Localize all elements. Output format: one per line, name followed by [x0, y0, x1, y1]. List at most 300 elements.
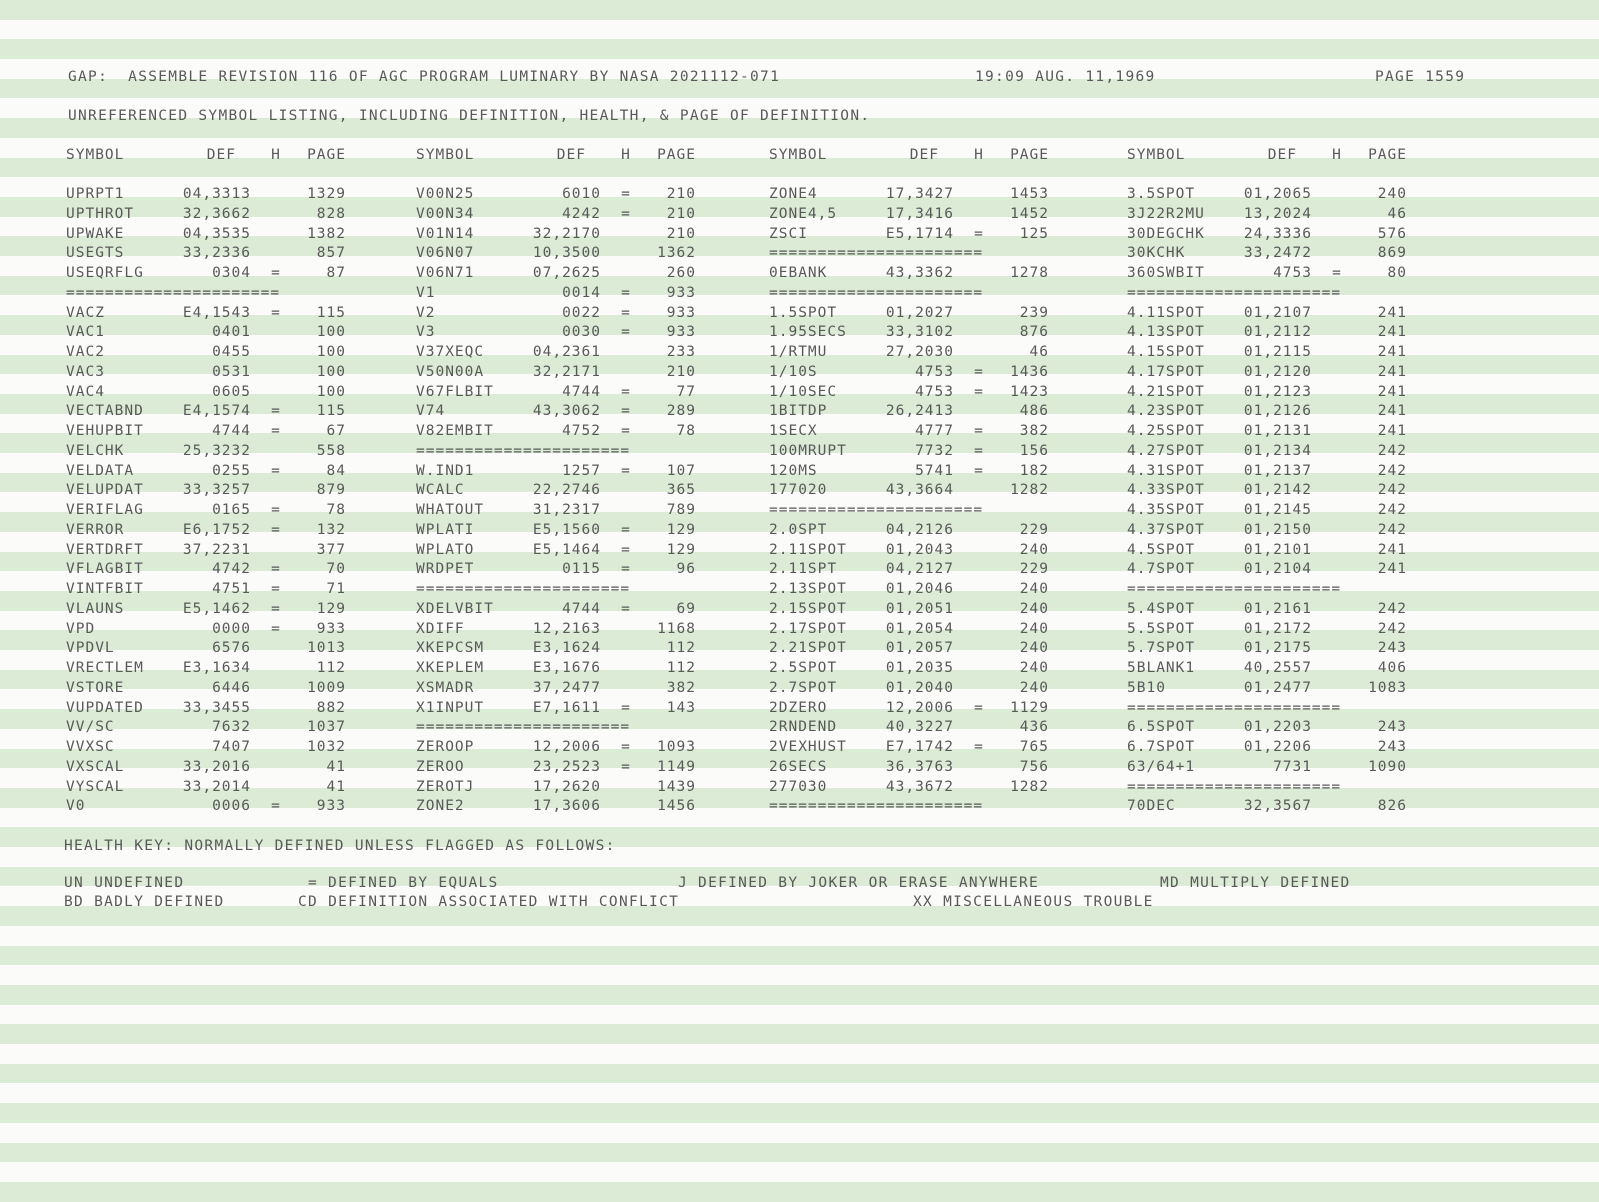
header-health: H: [1332, 147, 1342, 163]
symbol-definition: 43,3062: [532, 403, 601, 420]
symbol-definition: E3,1634: [182, 660, 251, 676]
symbol-definition: 17,3427: [885, 186, 954, 202]
symbol-definition: 01,2112: [1243, 324, 1312, 341]
group-separator: ======================: [416, 719, 631, 736]
symbol-definition: E3,1676: [532, 660, 601, 676]
symbol-name: ZEROTJ: [416, 778, 475, 795]
symbol-definition: 4753: [1273, 265, 1312, 281]
symbol-page: 1083: [1368, 679, 1407, 696]
symbol-health: =: [974, 383, 984, 400]
greenbar-band: [0, 20, 1599, 40]
symbol-health: =: [621, 383, 631, 400]
symbol-name: 26SECS: [769, 758, 828, 775]
symbol-name: 1/10SEC: [769, 383, 838, 400]
symbol-page: 240: [1019, 640, 1049, 657]
symbol-page: 933: [666, 284, 696, 301]
symbol-health: =: [271, 561, 281, 578]
symbol-page: 129: [666, 521, 696, 538]
symbol-name: 4.7SPOT: [1127, 561, 1196, 578]
symbol-definition: 33,2472: [1243, 245, 1312, 262]
symbol-definition: 4753: [915, 383, 954, 400]
symbol-name: 177020: [769, 482, 828, 499]
symbol-name: 360SWBIT: [1127, 265, 1205, 281]
symbol-name: VERTDRFT: [66, 541, 144, 558]
symbol-health: =: [621, 541, 631, 558]
symbol-page: 46: [1387, 205, 1407, 222]
symbol-page: 107: [666, 462, 696, 479]
symbol-definition: 43,3664: [885, 482, 954, 499]
symbol-name: 4.21SPOT: [1127, 383, 1205, 400]
symbol-definition: 0531: [212, 363, 251, 380]
symbol-definition: 17,3416: [885, 205, 954, 222]
greenbar-band: [0, 1143, 1599, 1163]
symbol-health: =: [271, 502, 281, 518]
header-health: H: [271, 147, 281, 163]
greenbar-band: [0, 946, 1599, 966]
symbol-name: ZONE4: [769, 186, 818, 202]
symbol-definition: 6446: [212, 679, 251, 696]
symbol-definition: 01,2161: [1243, 600, 1312, 617]
symbol-name: VLAUNS: [66, 600, 125, 617]
symbol-page: 765: [1019, 739, 1049, 755]
symbol-name: 4.5SPOT: [1127, 541, 1196, 558]
symbol-definition: 33,3257: [182, 482, 251, 499]
symbol-definition: 36,3763: [885, 758, 954, 775]
symbol-name: VAC3: [66, 363, 105, 380]
symbol-name: 5.5SPOT: [1127, 620, 1196, 637]
symbol-health: =: [621, 423, 631, 439]
symbol-definition: E6,1752: [182, 521, 251, 538]
symbol-name: 1/10S: [769, 363, 818, 380]
symbol-name: VUPDATED: [66, 699, 144, 716]
symbol-page: 229: [1019, 521, 1049, 538]
symbol-name: 30KCHK: [1127, 245, 1186, 262]
symbol-health: =: [621, 739, 631, 755]
symbol-page: 210: [666, 225, 696, 242]
health-key-joker: J DEFINED BY JOKER OR ERASE ANYWHERE: [678, 875, 1040, 891]
symbol-page: 96: [676, 561, 696, 578]
header-def: DEF: [909, 147, 939, 163]
header-def: DEF: [1267, 147, 1297, 163]
group-separator: ======================: [769, 798, 984, 815]
group-separator: ======================: [1127, 581, 1342, 597]
symbol-name: V1: [416, 284, 436, 301]
symbol-name: VECTABND: [66, 403, 144, 420]
symbol-definition: 04,3313: [182, 186, 251, 202]
symbol-health: =: [271, 798, 281, 815]
symbol-name: 2DZERO: [769, 699, 828, 716]
symbol-definition: E7,1611: [532, 699, 601, 716]
symbol-definition: 37,2231: [182, 541, 251, 558]
symbol-name: VACZ: [66, 304, 105, 321]
symbol-name: 4.35SPOT: [1127, 502, 1205, 518]
symbol-definition: 4242: [562, 205, 601, 222]
greenbar-band: [0, 965, 1599, 985]
symbol-name: 6.5SPOT: [1127, 719, 1196, 736]
group-separator: ======================: [769, 502, 984, 518]
symbol-name: VV/SC: [66, 719, 115, 736]
symbol-name: V01N14: [416, 225, 475, 242]
symbol-definition: 4742: [212, 561, 251, 578]
symbol-name: 1/RTMU: [769, 344, 828, 360]
symbol-page: 1423: [1010, 383, 1049, 400]
symbol-definition: 01,2101: [1243, 541, 1312, 558]
symbol-name: 5BLANK1: [1127, 660, 1196, 676]
symbol-definition: 0455: [212, 344, 251, 360]
symbol-name: ZEROOP: [416, 739, 475, 755]
symbol-page: 46: [1029, 344, 1049, 360]
symbol-definition: 7732: [915, 442, 954, 459]
symbol-name: 2.7SPOT: [769, 679, 838, 696]
symbol-name: VPD: [66, 620, 96, 637]
greenbar-band: [0, 985, 1599, 1005]
symbol-page: 1382: [307, 225, 346, 242]
symbol-health: =: [271, 600, 281, 617]
symbol-health: =: [621, 205, 631, 222]
header-def: DEF: [556, 147, 586, 163]
symbol-page: 1129: [1010, 699, 1049, 716]
symbol-health: =: [621, 561, 631, 578]
symbol-page: 242: [1377, 502, 1407, 518]
symbol-page: 1439: [657, 778, 696, 795]
symbol-name: V74: [416, 403, 446, 420]
symbol-page: 84: [326, 462, 346, 479]
symbol-page: 210: [666, 205, 696, 222]
symbol-definition: 01,2137: [1243, 462, 1312, 479]
health-key-conflict: CD DEFINITION ASSOCIATED WITH CONFLICT: [298, 894, 680, 910]
symbol-name: 4.23SPOT: [1127, 403, 1205, 420]
symbol-page: 289: [666, 403, 696, 420]
symbol-name: ZSCI: [769, 225, 808, 242]
symbol-page: 182: [1019, 462, 1049, 479]
symbol-page: 125: [1019, 225, 1049, 242]
symbol-name: V0: [66, 798, 86, 815]
symbol-health: =: [621, 304, 631, 321]
symbol-definition: 04,2127: [885, 561, 954, 578]
symbol-name: VPDVL: [66, 640, 115, 657]
symbol-definition: 4753: [915, 363, 954, 380]
symbol-definition: 01,2115: [1243, 344, 1312, 360]
symbol-health: =: [974, 462, 984, 479]
symbol-definition: E3,1624: [532, 640, 601, 657]
symbol-page: 406: [1377, 660, 1407, 676]
symbol-definition: 0006: [212, 798, 251, 815]
symbol-page: 241: [1377, 344, 1407, 360]
greenbar-band: [0, 1044, 1599, 1064]
symbol-definition: 0000: [212, 620, 251, 637]
symbol-page: 210: [666, 186, 696, 202]
header-page: PAGE: [307, 147, 346, 163]
symbol-page: 260: [666, 265, 696, 281]
group-separator: ======================: [1127, 778, 1342, 795]
symbol-page: 78: [326, 502, 346, 518]
symbol-page: 1362: [657, 245, 696, 262]
symbol-name: VEHUPBIT: [66, 423, 144, 439]
symbol-page: 869: [1377, 245, 1407, 262]
symbol-page: 210: [666, 363, 696, 380]
health-key-misc: XX MISCELLANEOUS TROUBLE: [913, 894, 1154, 910]
symbol-page: 1436: [1010, 363, 1049, 380]
symbol-page: 100: [316, 344, 346, 360]
symbol-definition: 13,2024: [1243, 205, 1312, 222]
symbol-name: 2.13SPOT: [769, 581, 847, 597]
symbol-definition: 01,2043: [885, 541, 954, 558]
symbol-page: 826: [1377, 798, 1407, 815]
symbol-name: V00N25: [416, 186, 475, 202]
symbol-definition: 40,3227: [885, 719, 954, 736]
symbol-page: 857: [316, 245, 346, 262]
symbol-name: 2.21SPOT: [769, 640, 847, 657]
symbol-page: 100: [316, 324, 346, 341]
header-health: H: [621, 147, 631, 163]
symbol-name: VAC2: [66, 344, 105, 360]
symbol-definition: 33,2336: [182, 245, 251, 262]
symbol-definition: 01,2051: [885, 600, 954, 617]
symbol-name: 4.27SPOT: [1127, 442, 1205, 459]
symbol-name: XKEPLEM: [416, 660, 485, 676]
symbol-definition: 01,2046: [885, 581, 954, 597]
greenbar-band: [0, 926, 1599, 946]
symbol-definition: 01,2054: [885, 620, 954, 637]
symbol-page: 70: [326, 561, 346, 578]
symbol-definition: 0022: [562, 304, 601, 321]
symbol-page: 1329: [307, 186, 346, 202]
header-page-number: PAGE 1559: [1375, 69, 1466, 85]
symbol-page: 67: [326, 423, 346, 439]
health-key-undefined: UN UNDEFINED: [64, 875, 185, 891]
symbol-definition: E4,1543: [182, 304, 251, 321]
symbol-name: 2.5SPOT: [769, 660, 838, 676]
symbol-definition: 1257: [562, 462, 601, 479]
symbol-page: 100: [316, 363, 346, 380]
group-separator: ======================: [416, 581, 631, 597]
symbol-page: 1282: [1010, 482, 1049, 499]
symbol-health: =: [621, 186, 631, 202]
symbol-name: 1BITDP: [769, 403, 828, 420]
symbol-name: V2: [416, 304, 436, 321]
symbol-page: 1093: [657, 739, 696, 755]
symbol-page: 243: [1377, 640, 1407, 657]
symbol-page: 242: [1377, 482, 1407, 499]
health-key-title: HEALTH KEY: NORMALLY DEFINED UNLESS FLAGGED AS FOLLOWS:: [64, 838, 616, 854]
symbol-page: 129: [316, 600, 346, 617]
symbol-name: 2VEXHUST: [769, 739, 847, 755]
symbol-page: 242: [1377, 521, 1407, 538]
symbol-definition: 01,2120: [1243, 363, 1312, 380]
symbol-page: 241: [1377, 324, 1407, 341]
symbol-page: 242: [1377, 442, 1407, 459]
symbol-definition: 01,2126: [1243, 403, 1312, 420]
symbol-definition: E5,1714: [885, 225, 954, 242]
symbol-name: VELCHK: [66, 442, 125, 459]
symbol-health: =: [621, 403, 631, 420]
symbol-page: 486: [1019, 403, 1049, 420]
symbol-page: 77: [676, 383, 696, 400]
symbol-definition: 33,2016: [182, 758, 251, 775]
symbol-health: =: [974, 363, 984, 380]
symbol-page: 115: [316, 304, 346, 321]
symbol-definition: E5,1560: [532, 521, 601, 538]
symbol-name: 30DEGCHK: [1127, 225, 1205, 242]
symbol-page: 233: [666, 344, 696, 360]
symbol-health: =: [974, 739, 984, 755]
symbol-page: 241: [1377, 383, 1407, 400]
symbol-name: 1.95SECS: [769, 324, 847, 341]
symbol-name: V00N34: [416, 205, 475, 222]
symbol-definition: 7632: [212, 719, 251, 736]
symbol-name: 5B10: [1127, 679, 1166, 696]
symbol-page: 558: [316, 442, 346, 459]
symbol-page: 156: [1019, 442, 1049, 459]
symbol-name: V37XEQC: [416, 344, 485, 360]
symbol-page: 1037: [307, 719, 346, 736]
health-key-badly: BD BADLY DEFINED: [64, 894, 225, 910]
symbol-definition: 5741: [915, 462, 954, 479]
symbol-name: VERIFLAG: [66, 502, 144, 518]
symbol-definition: 04,2361: [532, 344, 601, 360]
symbol-name: VAC1: [66, 324, 105, 341]
header-page: PAGE: [1368, 147, 1407, 163]
symbol-name: VXSCAL: [66, 758, 125, 775]
symbol-name: WPLATI: [416, 521, 475, 538]
symbol-page: 239: [1019, 304, 1049, 321]
symbol-name: 4.25SPOT: [1127, 423, 1205, 439]
symbol-definition: 0030: [562, 324, 601, 341]
symbol-page: 933: [316, 620, 346, 637]
header-symbol: SYMBOL: [416, 147, 475, 163]
greenbar-band: [0, 39, 1599, 59]
symbol-page: 41: [326, 778, 346, 795]
greenbar-band: [0, 1162, 1599, 1182]
symbol-definition: 04,2126: [885, 521, 954, 538]
symbol-definition: 22,2746: [532, 482, 601, 499]
symbol-page: 240: [1019, 541, 1049, 558]
symbol-definition: 40,2557: [1243, 660, 1312, 676]
symbol-definition: 01,2065: [1243, 186, 1312, 202]
symbol-definition: 6010: [562, 186, 601, 202]
symbol-name: ZONE4,5: [769, 205, 838, 222]
symbol-page: 876: [1019, 324, 1049, 341]
symbol-health: =: [621, 462, 631, 479]
symbol-definition: 01,2145: [1243, 502, 1312, 518]
header-symbol: SYMBOL: [1127, 147, 1186, 163]
symbol-page: 789: [666, 502, 696, 518]
symbol-definition: 4752: [562, 423, 601, 439]
symbol-page: 382: [1019, 423, 1049, 439]
greenbar-band: [0, 1064, 1599, 1084]
symbol-health: =: [621, 758, 631, 775]
symbol-definition: 01,2150: [1243, 521, 1312, 538]
symbol-page: 112: [316, 660, 346, 676]
symbol-definition: 27,2030: [885, 344, 954, 360]
symbol-page: 240: [1377, 186, 1407, 202]
symbol-health: =: [621, 699, 631, 716]
listing-subtitle: UNREFERENCED SYMBOL LISTING, INCLUDING DEFINITION, HEALTH, & PAGE OF DEFINITION.: [68, 108, 871, 124]
symbol-page: 240: [1019, 660, 1049, 676]
symbol-page: 241: [1377, 541, 1407, 558]
symbol-definition: 01,2104: [1243, 561, 1312, 578]
symbol-name: VYSCAL: [66, 778, 125, 795]
symbol-name: VERROR: [66, 521, 125, 538]
group-separator: ======================: [1127, 284, 1342, 301]
symbol-definition: 07,2625: [532, 265, 601, 281]
symbol-name: UPRPT1: [66, 186, 125, 202]
greenbar-band: [0, 1182, 1599, 1202]
symbol-page: 41: [326, 758, 346, 775]
symbol-definition: 37,2477: [532, 679, 601, 696]
symbol-definition: 0115: [562, 561, 601, 578]
symbol-name: V50N00A: [416, 363, 485, 380]
symbol-name: 4.33SPOT: [1127, 482, 1205, 499]
symbol-definition: 32,2170: [532, 225, 601, 242]
symbol-name: V3: [416, 324, 436, 341]
symbol-name: 4.31SPOT: [1127, 462, 1205, 479]
header-page: PAGE: [1010, 147, 1049, 163]
symbol-page: 80: [1387, 265, 1407, 281]
symbol-page: 78: [676, 423, 696, 439]
symbol-page: 240: [1019, 581, 1049, 597]
greenbar-band: [0, 1084, 1599, 1104]
greenbar-band: [0, 1005, 1599, 1025]
symbol-definition: 0165: [212, 502, 251, 518]
symbol-health: =: [271, 403, 281, 420]
symbol-name: XSMADR: [416, 679, 475, 696]
symbol-definition: 01,2035: [885, 660, 954, 676]
header-page: PAGE: [657, 147, 696, 163]
symbol-health: =: [621, 600, 631, 617]
symbol-health: =: [271, 304, 281, 321]
greenbar-band: [0, 1024, 1599, 1044]
symbol-definition: 4777: [915, 423, 954, 439]
symbol-definition: 4744: [562, 600, 601, 617]
symbol-name: 4.11SPOT: [1127, 304, 1205, 321]
symbol-page: 1282: [1010, 778, 1049, 795]
group-separator: ======================: [66, 284, 281, 301]
symbol-page: 143: [666, 699, 696, 716]
symbol-definition: 43,3672: [885, 778, 954, 795]
symbol-page: 1278: [1010, 265, 1049, 281]
symbol-definition: 04,3535: [182, 225, 251, 242]
symbol-definition: 17,3606: [532, 798, 601, 815]
symbol-name: VINTFBIT: [66, 581, 144, 597]
header-symbol: SYMBOL: [769, 147, 828, 163]
greenbar-band: [0, 1123, 1599, 1143]
symbol-health: =: [974, 442, 984, 459]
symbol-definition: 4751: [212, 581, 251, 597]
symbol-definition: 0401: [212, 324, 251, 341]
symbol-definition: 01,2206: [1243, 739, 1312, 755]
symbol-page: 112: [666, 640, 696, 657]
symbol-name: 4.17SPOT: [1127, 363, 1205, 380]
symbol-page: 115: [316, 403, 346, 420]
symbol-definition: 33,2014: [182, 778, 251, 795]
symbol-name: 3.5SPOT: [1127, 186, 1196, 202]
symbol-page: 69: [676, 600, 696, 617]
header-def: DEF: [206, 147, 236, 163]
symbol-page: 882: [316, 699, 346, 716]
symbol-name: 2.11SPT: [769, 561, 838, 578]
symbol-definition: 0605: [212, 383, 251, 400]
symbol-name: W.IND1: [416, 462, 475, 479]
symbol-definition: 01,2131: [1243, 423, 1312, 439]
symbol-name: USEQRFLG: [66, 265, 144, 281]
symbol-name: V67FLBIT: [416, 383, 494, 400]
symbol-page: 241: [1377, 363, 1407, 380]
symbol-definition: 12,2163: [532, 620, 601, 637]
symbol-definition: 33,3102: [885, 324, 954, 341]
greenbar-band: [0, 906, 1599, 926]
symbol-page: 756: [1019, 758, 1049, 775]
